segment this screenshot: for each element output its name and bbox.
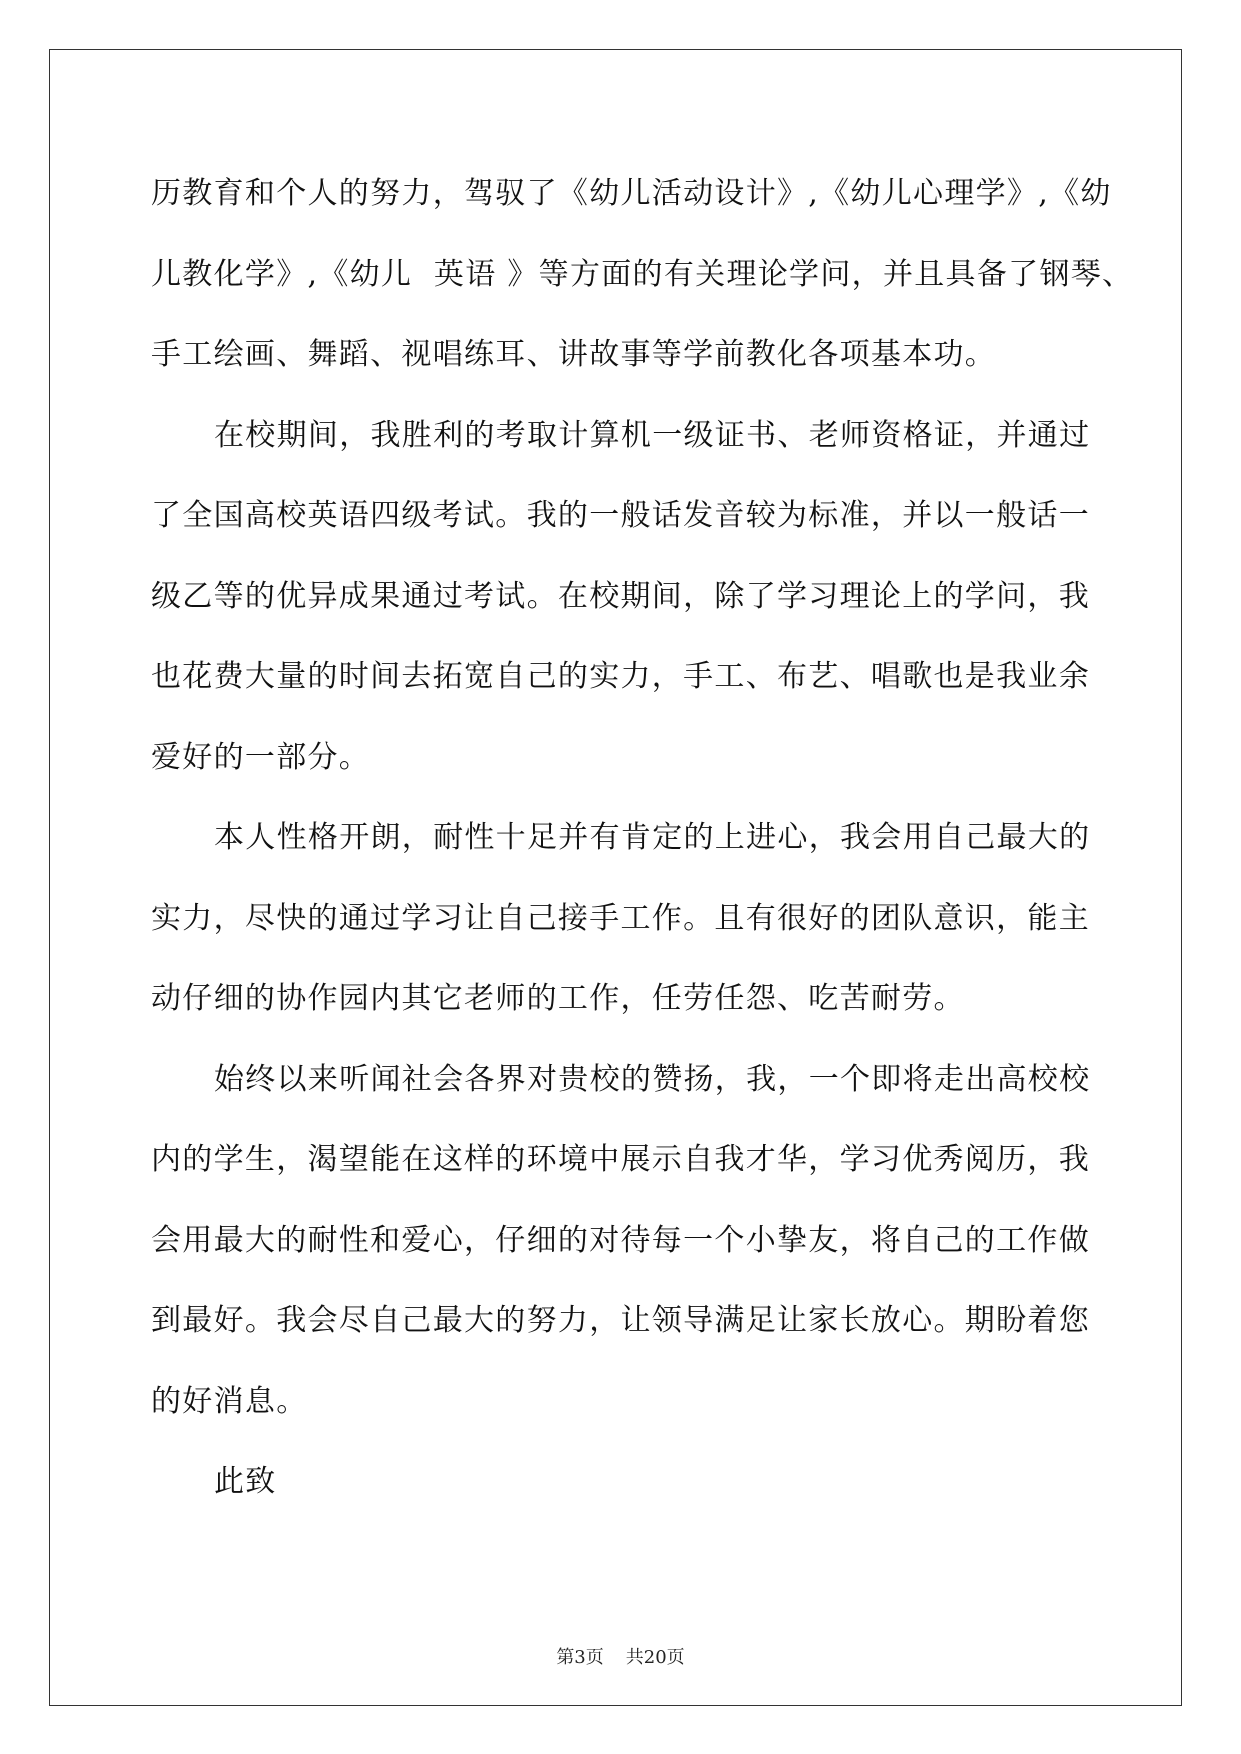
text-line: 爱好的一部分。 xyxy=(151,739,371,775)
text-line: 儿教化学》,《幼儿 英语 》等方面的有关理论学问，并且具备了钢琴、 xyxy=(151,256,1134,292)
text-line: 到最好。我会尽自己最大的努力，让领导满足让家长放心。期盼着您 xyxy=(151,1303,1090,1338)
text-line: 手工绘画、舞蹈、视唱练耳、讲故事等学前教化各项基本功。 xyxy=(151,337,997,372)
text-line: 内的学生，渴望能在这样的环境中展示自我才华，学习优秀阅历，我 xyxy=(151,1142,1090,1177)
text-line: 历教育和个人的努力，驾驭了《幼儿活动设计》,《幼儿心理学》,《幼 xyxy=(151,176,1112,211)
paragraph-start-line: 本人性格开朗，耐性十足并有肯定的上进心，我会用自己最大的 xyxy=(214,820,1091,855)
paragraph-start-line: 在校期间，我胜利的考取计算机一级证书、老师资格证，并通过 xyxy=(214,417,1091,453)
document-body xyxy=(151,154,1134,1523)
text-line: 了全国高校英语四级考试。我的一般话发音较为标准，并以一般话一 xyxy=(151,498,1090,533)
closing-salutation: 此致 xyxy=(214,1464,277,1499)
page-number-current: 第3页 xyxy=(556,1647,604,1668)
text-line: 也花费大量的时间去拓宽自己的实力，手工、布艺、唱歌也是我业余 xyxy=(151,659,1090,694)
page-number-total: 共20页 xyxy=(625,1647,685,1668)
text-line: 的好消息。 xyxy=(151,1383,308,1419)
page-footer xyxy=(0,1643,1241,1669)
text-line: 会用最大的耐性和爱心，仔细的对待每一个小挚友，将自己的工作做 xyxy=(151,1222,1090,1258)
paragraph-start-line: 始终以来听闻社会各界对贵校的赞扬，我，一个即将走出高校校 xyxy=(214,1061,1091,1097)
text-line: 动仔细的协作园内其它老师的工作，任劳任怨、吃苦耐劳。 xyxy=(151,981,965,1016)
text-line: 级乙等的优异成果通过考试。在校期间，除了学习理论上的学问，我 xyxy=(151,578,1090,614)
text-line: 实力，尽快的通过学习让自己接手工作。且有很好的团队意识，能主 xyxy=(151,900,1090,936)
